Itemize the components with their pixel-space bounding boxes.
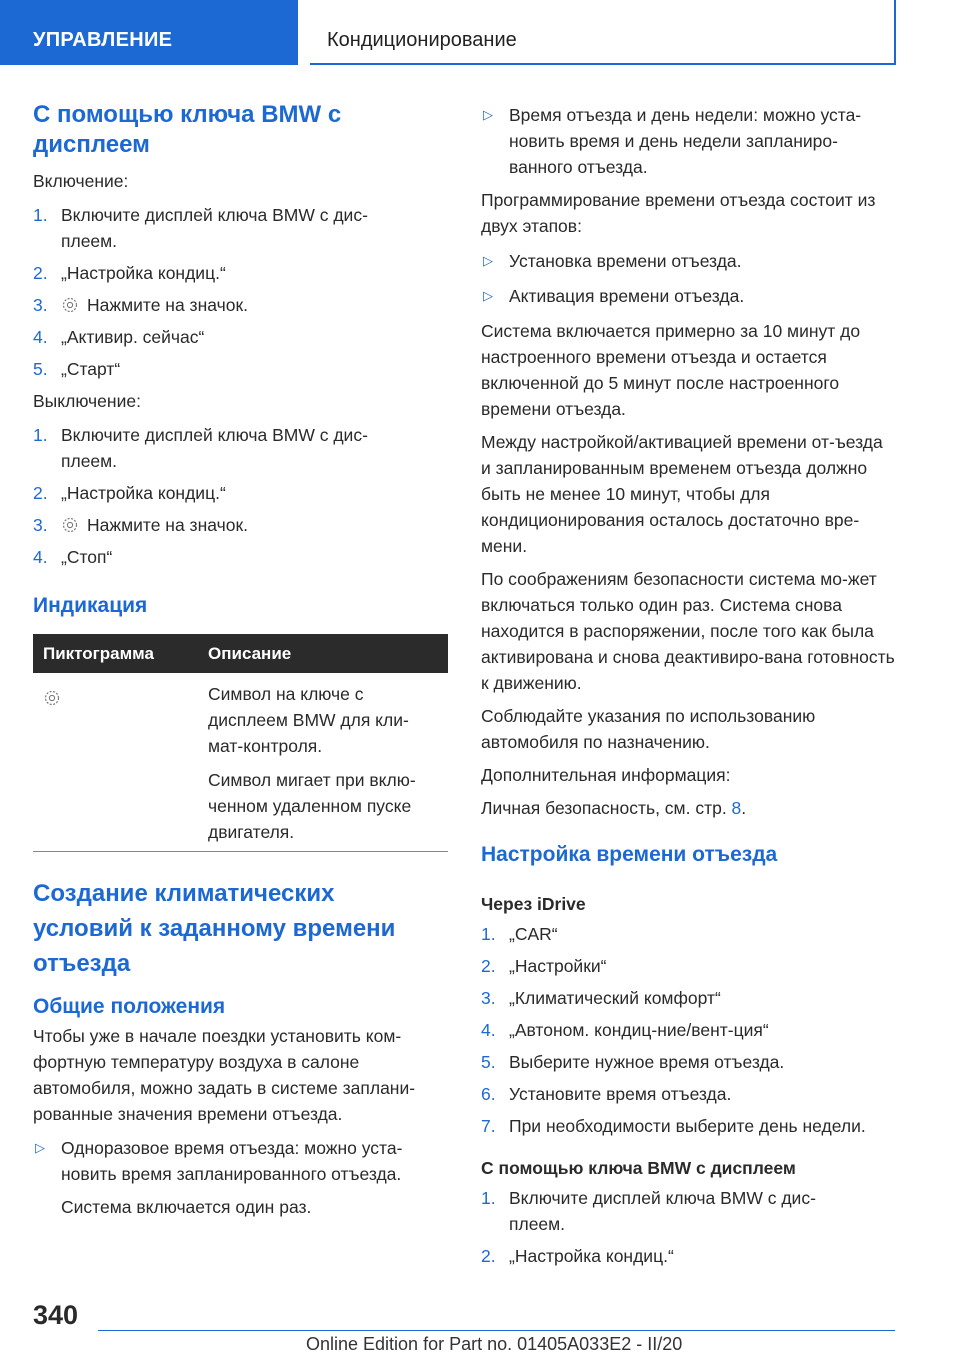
list-item: 4. „Автоном. кондиц-ние/вент-ция“ xyxy=(481,1020,769,1040)
description-text: Символ мигает при вклю-ченном удаленном пуске двигателя. xyxy=(208,770,416,842)
heading-key-display: С помощью ключа BMW с дисплеем xyxy=(33,101,342,158)
on-steps xyxy=(33,202,448,382)
triangle-marker-icon: ▷ xyxy=(483,107,493,122)
idrive-steps xyxy=(481,921,897,1139)
page-number: 340 xyxy=(33,1300,79,1330)
more-info-text: Дополнительная информация: xyxy=(481,765,731,785)
list-item: ▷ Время отъезда и день недели: можно уста-новить время и день недели запланиро-ванного отъезда. xyxy=(481,102,897,180)
section-title: УПРАВЛЕНИЕ xyxy=(33,29,173,51)
triangle-marker-icon: ▷ xyxy=(483,288,493,303)
section-tab xyxy=(0,0,298,65)
safety-text: По соображениям безопасности система мо-жет включаться только один раз. Система снова находится в распоряжении, после того как была активирована и снова деактивиро-вана готовность к движению. xyxy=(481,569,895,693)
list-item: ▷ Установка времени отъезда. xyxy=(481,248,897,274)
climate-key-icon xyxy=(61,295,79,313)
list-item: 1. Включите дисплей ключа BMW с дис-плеем. xyxy=(33,425,368,471)
on-label: Включение: xyxy=(33,171,129,191)
table-row xyxy=(33,673,448,852)
observe-text: Соблюдайте указания по использованию автомобиля по назначению. xyxy=(481,706,816,752)
list-item: ▷ Активация времени отъезда. xyxy=(481,283,897,309)
list-item: 2. „Настройка кондиц.“ xyxy=(33,483,226,503)
footer-divider xyxy=(98,1330,895,1331)
list-item: 7. При необходимости выберите день недели. xyxy=(481,1116,866,1136)
chapter-title: Кондиционирование xyxy=(327,29,517,51)
weekday-bullets xyxy=(481,102,897,180)
description-text: Символ на ключе с дисплеем BMW для кли-мат-контроля. xyxy=(208,684,409,756)
list-item: ▷ Одноразовое время отъезда: можно уста-новить время запланированного отъезда. Система включается один раз. xyxy=(33,1135,448,1220)
list-item: 2. „Настройки“ xyxy=(481,956,607,976)
right-column xyxy=(481,102,897,1275)
list-item: 4. „Активир. сейчас“ xyxy=(33,327,205,347)
left-column xyxy=(33,100,448,1227)
chapter-tab xyxy=(310,0,896,65)
once-bullets xyxy=(33,1135,448,1220)
list-item: 3. Нажмите на значок. xyxy=(33,295,248,315)
list-item: 1. Включите дисплей ключа BMW с дис-плеем. xyxy=(481,1188,816,1234)
personal-safety-ref: Личная безопасность, см. стр. 8. xyxy=(481,798,747,818)
heading-idrive: Через iDrive xyxy=(481,894,586,914)
description-cell xyxy=(198,673,448,852)
heading-general: Общие положения xyxy=(33,995,226,1018)
list-item: 1. Включите дисплей ключа BMW с дис-плеем. xyxy=(33,205,368,251)
bullet-note: Система включается один раз. xyxy=(61,1197,312,1217)
list-item: 2. „Настройка кондиц.“ xyxy=(33,263,226,283)
list-item: 1. „CAR“ xyxy=(481,924,558,944)
general-text: Чтобы уже в начале поездки установить ком-фортную температуру воздуха в салоне автомобиля, можно задать в системе заплани-рованные значения времени отъезда. xyxy=(33,1026,416,1124)
list-item: 6. Установите время отъезда. xyxy=(481,1084,732,1104)
list-item: 4. „Стоп“ xyxy=(33,547,113,567)
off-steps xyxy=(33,422,448,570)
heading-key-display-2: С помощью ключа BMW с дисплеем xyxy=(481,1158,796,1178)
climate-key-icon xyxy=(61,515,79,533)
triangle-marker-icon: ▷ xyxy=(483,253,493,268)
pictogram-cell xyxy=(33,673,198,852)
list-item: 5. „Старт“ xyxy=(33,359,121,379)
between-text: Между настройкой/активацией времени от-ъезда и запланированным временем отъезда должно быть не менее 10 минут, чтобы для кондиционирования осталось достаточно вре-мени. xyxy=(481,432,883,556)
page-link[interactable]: 8 xyxy=(731,798,742,818)
heading-create-climate: Создание климатических условий к заданному времени отъезда xyxy=(33,880,396,977)
off-label: Выключение: xyxy=(33,391,141,411)
heading-indication: Индикация xyxy=(33,594,148,617)
key2-steps xyxy=(481,1185,897,1269)
heading-setting-departure: Настройка времени отъезда xyxy=(481,843,778,866)
system-text: Система включается примерно за 10 минут до настроенного времени отъезда и остается включенной до 5 минут после настроенного времени отъезда. xyxy=(481,321,861,419)
list-item: 3. „Климатический комфорт“ xyxy=(481,988,721,1008)
indication-table xyxy=(33,634,448,852)
list-item: 5. Выберите нужное время отъезда. xyxy=(481,1052,785,1072)
climate-key-icon xyxy=(43,688,61,706)
table-header-pictogram: Пиктограмма xyxy=(33,634,198,673)
list-item: 3. Нажмите на значок. xyxy=(33,515,248,535)
programming-text: Программирование времени отъезда состоит из двух этапов: xyxy=(481,190,876,236)
edition-text: Online Edition for Part no. 01405A033E2 - II/20 xyxy=(306,1334,683,1354)
table-header-description: Описание xyxy=(198,634,448,673)
stage-bullets xyxy=(481,248,897,309)
triangle-marker-icon: ▷ xyxy=(35,1140,45,1155)
list-item: 2. „Настройка кондиц.“ xyxy=(481,1246,674,1266)
